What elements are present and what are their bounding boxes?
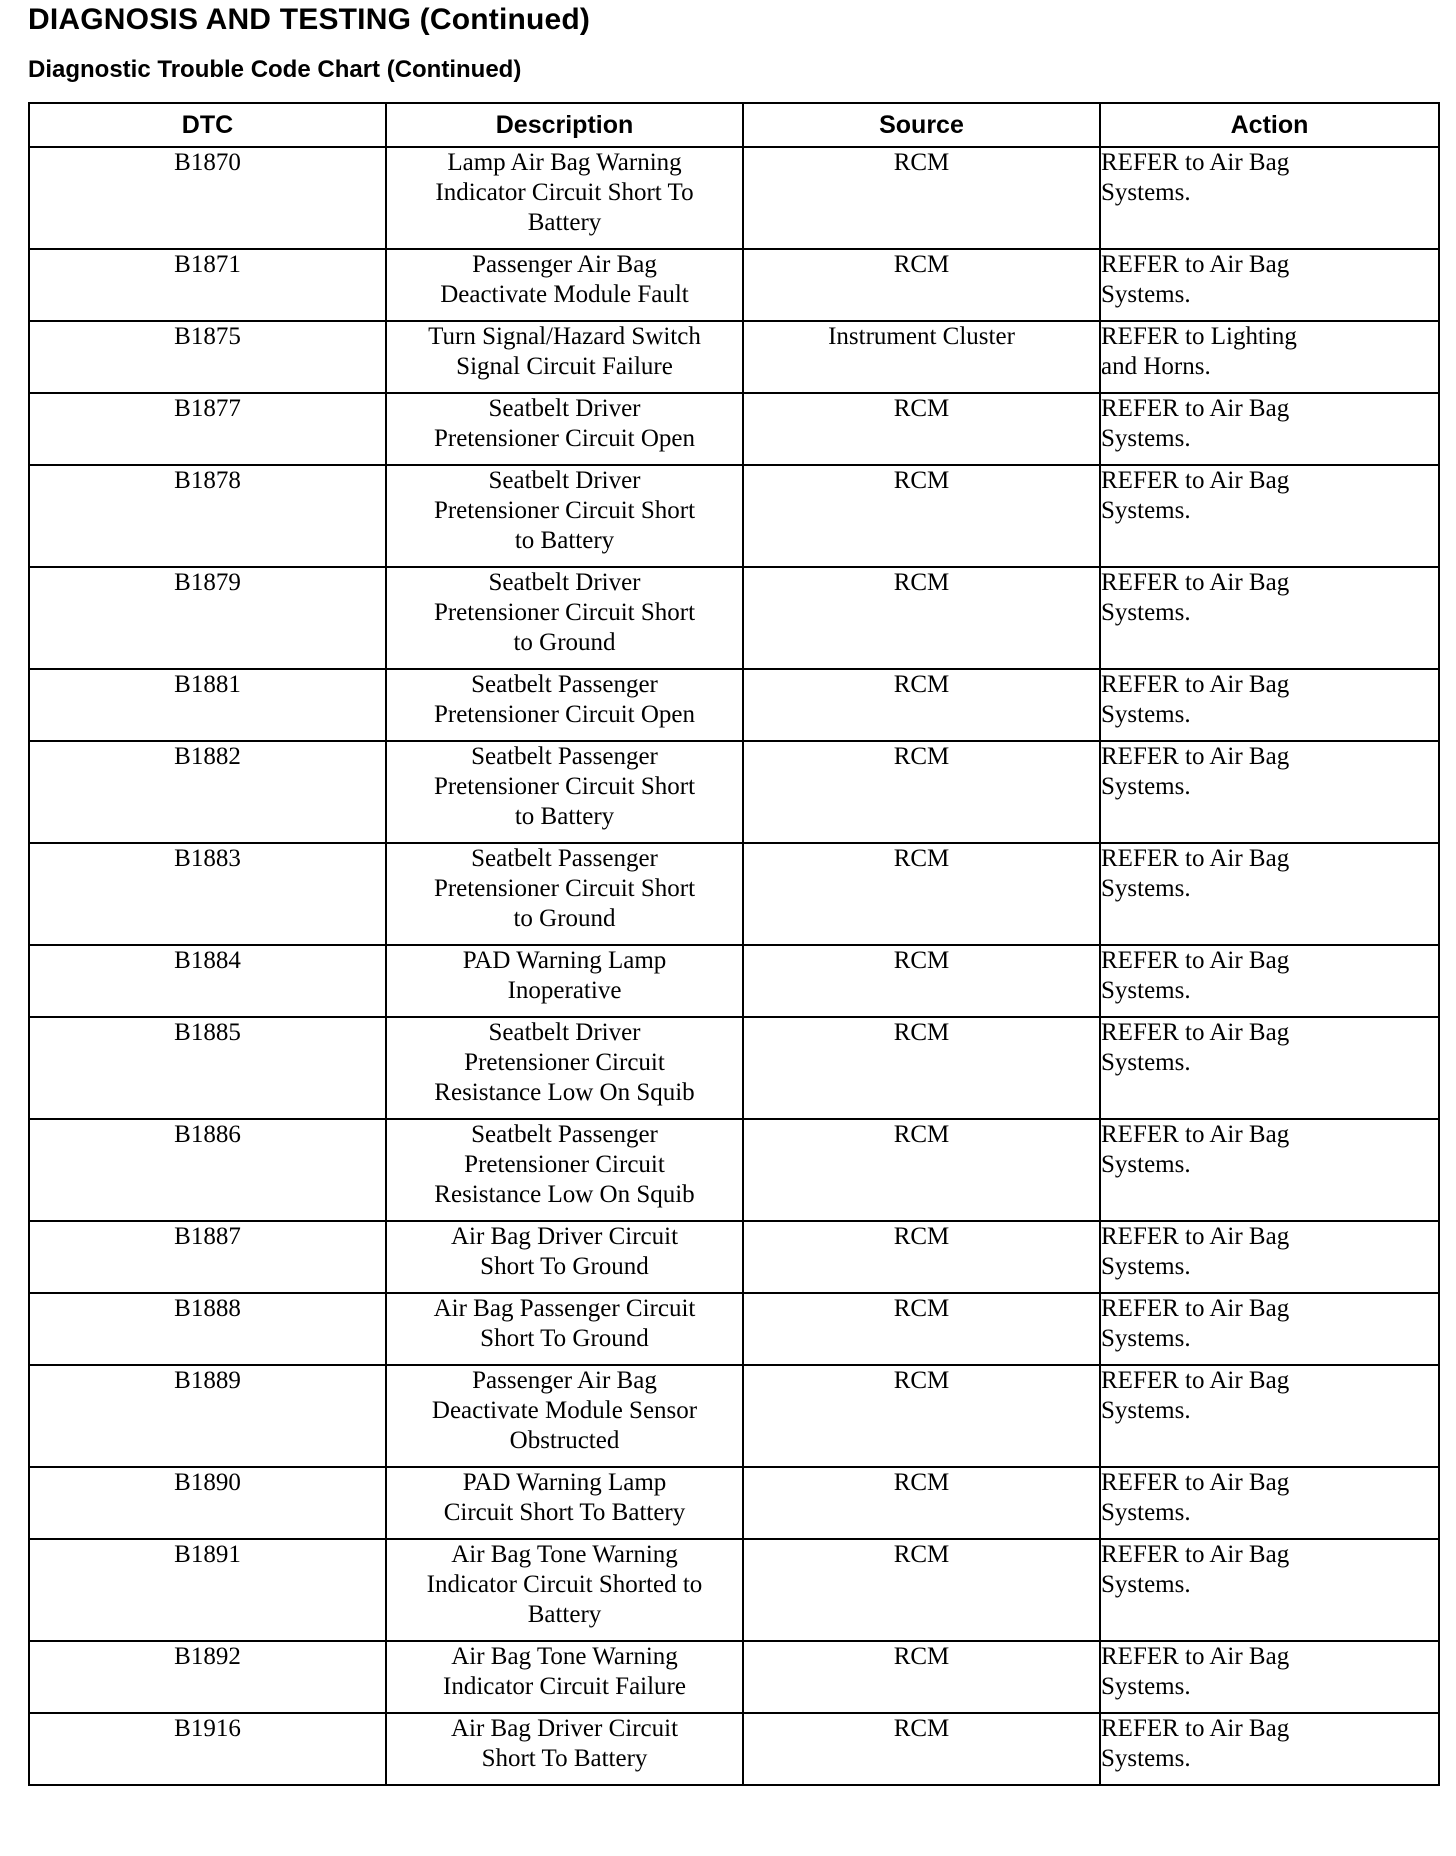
dtc-action [1100,1119,1439,1221]
description-line: Deactivate Module Sensor [431,1397,698,1424]
column-header-source: Source [743,103,1100,147]
dtc-description [386,567,743,669]
description-line: Air Bag Passenger Circuit [433,1295,696,1322]
dtc-code: B1878 [29,465,386,567]
dtc-action [1100,1467,1439,1539]
action-line: Systems. [1101,1673,1191,1700]
dtc-code: B1890 [29,1467,386,1539]
description-line: Seatbelt Driver [488,467,641,494]
dtc-source: RCM [743,393,1100,465]
dtc-action [1100,945,1439,1017]
description-line: Signal Circuit Failure [456,353,673,380]
column-header-dtc: DTC [29,103,386,147]
dtc-source: RCM [743,465,1100,567]
action-line: Systems. [1101,1253,1191,1280]
table-row [29,567,1439,669]
dtc-action [1100,741,1439,843]
description-line: Battery [527,209,602,236]
action-line: REFER to Air Bag [1101,1295,1290,1322]
action-line: REFER to Air Bag [1101,1715,1290,1742]
action-line: Systems. [1101,1325,1191,1352]
dtc-source: RCM [743,843,1100,945]
dtc-code: B1884 [29,945,386,1017]
table-row [29,1641,1439,1713]
action-line: Systems. [1101,425,1191,452]
description-line: Pretensioner Circuit Short [433,773,696,800]
dtc-description [386,1713,743,1785]
description-line: Resistance Low On Squib [434,1181,695,1208]
dtc-action [1100,567,1439,669]
action-line: Systems. [1101,1049,1191,1076]
dtc-description [386,1365,743,1467]
description-line: Passenger Air Bag [472,251,657,278]
action-line: REFER to Air Bag [1101,1121,1290,1148]
dtc-description [386,1119,743,1221]
dtc-description [386,393,743,465]
action-line: REFER to Air Bag [1101,1643,1290,1670]
dtc-table [28,102,1440,1786]
description-line: Pretensioner Circuit [464,1049,665,1076]
table-row [29,1365,1439,1467]
action-line: REFER to Air Bag [1101,845,1290,872]
dtc-source: RCM [743,1293,1100,1365]
dtc-description [386,465,743,567]
description-line: Seatbelt Passenger [471,671,658,698]
dtc-description [386,1539,743,1641]
dtc-action [1100,1539,1439,1641]
table-row [29,741,1439,843]
description-line: Circuit Short To Battery [443,1499,686,1526]
description-line: Air Bag Driver Circuit [450,1715,679,1742]
dtc-code: B1877 [29,393,386,465]
dtc-source: RCM [743,147,1100,249]
dtc-code: B1887 [29,1221,386,1293]
action-line: Systems. [1101,179,1191,206]
description-line: PAD Warning Lamp [462,947,667,974]
description-line: Turn Signal/Hazard Switch [428,323,701,350]
table-body [29,147,1439,1785]
table-row [29,465,1439,567]
dtc-source: RCM [743,1017,1100,1119]
description-line: Passenger Air Bag [472,1367,657,1394]
dtc-action [1100,1713,1439,1785]
column-header-action: Action [1100,103,1439,147]
description-line: Seatbelt Passenger [471,743,658,770]
action-line: Systems. [1101,1397,1191,1424]
dtc-source: RCM [743,1467,1100,1539]
table-row [29,843,1439,945]
dtc-code: B1889 [29,1365,386,1467]
description-line: to Battery [514,803,615,830]
description-line: to Ground [513,629,616,656]
description-line: Pretensioner Circuit [464,1151,665,1178]
action-line: Systems. [1101,281,1191,308]
description-line: Pretensioner Circuit Short [433,497,696,524]
dtc-code: B1885 [29,1017,386,1119]
dtc-code: B1916 [29,1713,386,1785]
dtc-action [1100,1293,1439,1365]
table-row [29,321,1439,393]
dtc-action [1100,1641,1439,1713]
action-line: REFER to Air Bag [1101,395,1290,422]
table-row [29,945,1439,1017]
action-line: REFER to Lighting [1101,323,1297,350]
description-line: Short To Battery [481,1745,648,1772]
dtc-source: RCM [743,669,1100,741]
action-line: Systems. [1101,497,1191,524]
dtc-source: RCM [743,249,1100,321]
dtc-code: B1879 [29,567,386,669]
dtc-code: B1892 [29,1641,386,1713]
action-line: REFER to Air Bag [1101,1469,1290,1496]
dtc-description [386,321,743,393]
table-row [29,1713,1439,1785]
dtc-description [386,249,743,321]
dtc-description [386,741,743,843]
description-line: Seatbelt Passenger [471,1121,658,1148]
description-line: to Battery [514,527,615,554]
action-line: REFER to Air Bag [1101,149,1290,176]
description-line: Indicator Circuit Shorted to [426,1571,703,1598]
action-line: Systems. [1101,1151,1191,1178]
action-line: Systems. [1101,1499,1191,1526]
description-line: Seatbelt Driver [488,395,641,422]
dtc-source: RCM [743,1365,1100,1467]
action-line: Systems. [1101,977,1191,1004]
page-title: DIAGNOSIS AND TESTING (Continued) [28,3,591,36]
dtc-source: RCM [743,1221,1100,1293]
dtc-source: RCM [743,1539,1100,1641]
action-line: REFER to Air Bag [1101,1541,1290,1568]
dtc-description [386,1017,743,1119]
dtc-code: B1882 [29,741,386,843]
dtc-description [386,669,743,741]
description-line: Short To Ground [480,1253,649,1280]
dtc-action [1100,1365,1439,1467]
description-line: PAD Warning Lamp [462,1469,667,1496]
dtc-description [386,1221,743,1293]
dtc-code: B1875 [29,321,386,393]
description-line: Indicator Circuit Short To [435,179,694,206]
dtc-code: B1886 [29,1119,386,1221]
dtc-description [386,147,743,249]
action-line: Systems. [1101,1571,1191,1598]
table-row [29,147,1439,249]
table-row [29,1221,1439,1293]
table-row [29,249,1439,321]
table-header-row [29,103,1439,147]
description-line: Seatbelt Driver [488,1019,641,1046]
description-line: Lamp Air Bag Warning [447,149,682,176]
action-line: REFER to Air Bag [1101,1367,1290,1394]
dtc-action [1100,465,1439,567]
dtc-source: RCM [743,1119,1100,1221]
column-header-description: Description [386,103,743,147]
description-line: Inoperative [507,977,622,1004]
description-line: Resistance Low On Squib [434,1079,695,1106]
dtc-action [1100,843,1439,945]
dtc-code: B1888 [29,1293,386,1365]
description-line: Seatbelt Driver [488,569,641,596]
dtc-action [1100,669,1439,741]
action-line: REFER to Air Bag [1101,251,1290,278]
action-line: Systems. [1101,875,1191,902]
action-line: Systems. [1101,599,1191,626]
dtc-source: Instrument Cluster [743,321,1100,393]
dtc-action [1100,321,1439,393]
dtc-action [1100,393,1439,465]
dtc-code: B1883 [29,843,386,945]
description-line: Seatbelt Passenger [471,845,658,872]
dtc-action [1100,147,1439,249]
dtc-source: RCM [743,1713,1100,1785]
table-row [29,1539,1439,1641]
dtc-code: B1870 [29,147,386,249]
table-row [29,1467,1439,1539]
action-line: REFER to Air Bag [1101,671,1290,698]
dtc-description [386,1641,743,1713]
table-row [29,393,1439,465]
description-line: Battery [527,1601,602,1628]
dtc-description [386,945,743,1017]
description-line: Air Bag Tone Warning [451,1643,678,1670]
action-line: REFER to Air Bag [1101,467,1290,494]
description-line: Pretensioner Circuit Short [433,599,696,626]
dtc-action [1100,1017,1439,1119]
description-line: Obstructed [509,1427,620,1454]
dtc-code: B1871 [29,249,386,321]
description-line: Pretensioner Circuit Open [433,425,696,452]
description-line: Pretensioner Circuit Short [433,875,696,902]
description-line: to Ground [513,905,616,932]
action-line: Systems. [1101,701,1191,728]
action-line: REFER to Air Bag [1101,947,1290,974]
action-line: Systems. [1101,773,1191,800]
dtc-description [386,843,743,945]
description-line: Air Bag Tone Warning [451,1541,678,1568]
action-line: REFER to Air Bag [1101,743,1290,770]
dtc-source: RCM [743,1641,1100,1713]
dtc-code: B1881 [29,669,386,741]
dtc-source: RCM [743,741,1100,843]
action-line: Systems. [1101,1745,1191,1772]
action-line: REFER to Air Bag [1101,1223,1290,1250]
chart-title: Diagnostic Trouble Code Chart (Continued) [28,56,522,83]
description-line: Short To Ground [480,1325,649,1352]
dtc-action [1100,1221,1439,1293]
dtc-source: RCM [743,567,1100,669]
dtc-code: B1891 [29,1539,386,1641]
description-line: Indicator Circuit Failure [443,1673,686,1700]
table-row [29,1293,1439,1365]
table-row [29,1119,1439,1221]
action-line: REFER to Air Bag [1101,1019,1290,1046]
table-row [29,669,1439,741]
dtc-description [386,1467,743,1539]
table-row [29,1017,1439,1119]
description-line: Pretensioner Circuit Open [433,701,696,728]
action-line: REFER to Air Bag [1101,569,1290,596]
action-line: and Horns. [1101,353,1211,380]
dtc-source: RCM [743,945,1100,1017]
dtc-description [386,1293,743,1365]
dtc-action [1100,249,1439,321]
description-line: Air Bag Driver Circuit [450,1223,679,1250]
description-line: Deactivate Module Fault [440,281,689,308]
